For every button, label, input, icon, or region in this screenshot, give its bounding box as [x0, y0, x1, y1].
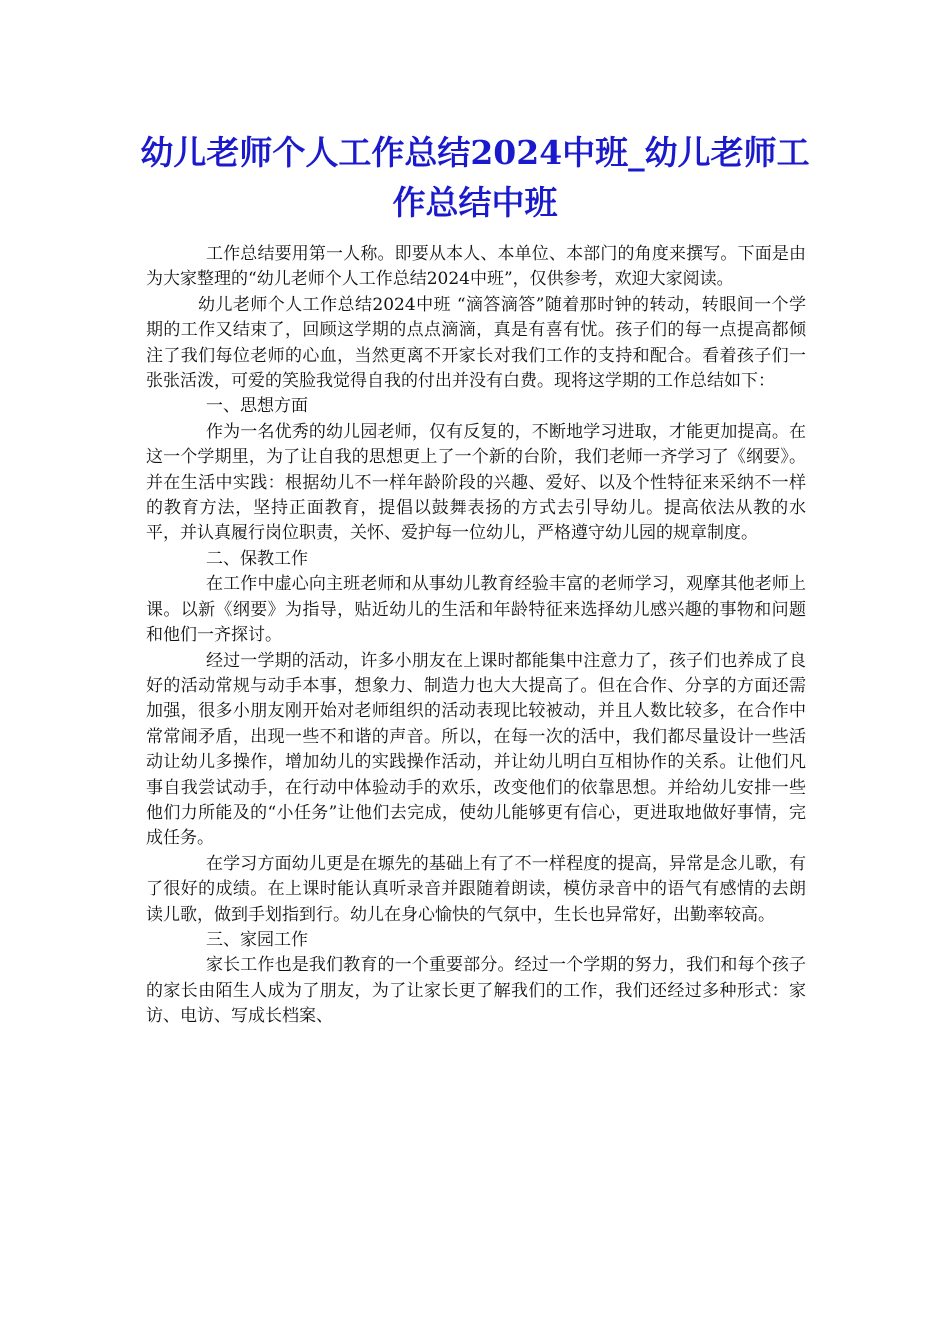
paragraph-learning: 在学习方面幼儿更是在塬先的基础上有了不一样程度的提高，异常是念儿歌，有了很好的成绩。在上课时能认真听录音并跟随着朗读，模仿录音中的语气有感情的去朗读儿歌，做到手划指到行。幼儿在身心愉快的气氛中，生长也异常好，出勤率较高。 [146, 853, 806, 925]
paragraph-thought: 作为一名优秀的幼儿园老师，仅有反复的，不断地学习进取，才能更加提高。在这一个学期里，为了让自我的思想更上了一个新的台阶，我们老师一齐学习了《纲要》。并在生活中实践：根据幼儿不一样年龄阶段的兴趣、爱好、以及个性特征来采纳不一样的教育方法，坚持正面教育，提倡以鼓舞表扬的方式去引导幼儿。提高依法从教的水平，并认真履行岗位职责，关怀、爱护每一位幼儿，严格遵守幼儿园的规章制度。 [146, 421, 806, 544]
paragraph-home-school: 家长工作也是我们教育的一个重要部分。经过一个学期的努力，我们和每个孩子的家长由陌生人成为了朋友，为了让家长更了解我们的工作，我们还经过多种形式：家访、电访、写成长档案、 [146, 955, 806, 1027]
paragraph-intro: 工作总结要用第一人称。即要从本人、本单位、本部门的角度来撰写。下面是由为大家整理的“幼儿老师个人工作总结2024中班”，仅供参考，欢迎大家阅读。 [146, 244, 806, 290]
paragraph-opening: 幼儿老师个人工作总结2024中班 “滴答滴答”随着那时钟的转动，转眼间一个学期的工作又结束了，回顾这学期的点点滴滴，真是有喜有忧。孩子们的每一点提高都倾注了我们每位老师的心血，当然更离不开家长对我们工作的支持和配合。看着孩子们一张张活泼，可爱的笑脸我觉得自我的付出并没有白费。现将这学期的工作总结如下： [146, 294, 806, 392]
section-heading-thought: 一、思想方面 [206, 396, 308, 417]
paragraph-care-education-2: 经过一学期的活动，许多小朋友在上课时都能集中注意力了，孩子们也养成了良好的活动常规与动手本事，想象力、制造力也大大提高了。但在合作、分享的方面还需加强，很多小朋友刚开始对老师组织的活动表现比较被动，并且人数比较多，在合作中常常闹矛盾，出现一些不和谐的声音。所以，在每一次的活中，我们都尽量设计一些活动让幼儿多操作，增加幼儿的实践操作活动，并让幼儿明白互相协作的关系。让他们凡事自我尝试动手，在行动中体验动手的欢乐，改变他们的依靠思想。并给幼儿安排一些他们力所能及的“小任务”让他们去完成，使幼儿能够更有信心，更进取地做好事情，完成任务。 [146, 650, 806, 849]
section-heading-care-education: 二、保教工作 [206, 548, 308, 569]
paragraph-care-education-1: 在工作中虚心向主班老师和从事幼儿教育经验丰富的老师学习，观摩其他老师上课。以新《纲要》为指导，贴近幼儿的生活和年龄特征来选择幼儿感兴趣的事物和问题和他们一齐探讨。 [146, 574, 806, 646]
document-title: 幼儿老师个人工作总结2024中班_幼儿老师工作总结中班 [140, 133, 810, 222]
section-heading-home-school: 三、家园工作 [206, 929, 308, 950]
document-body [146, 242, 806, 1030]
